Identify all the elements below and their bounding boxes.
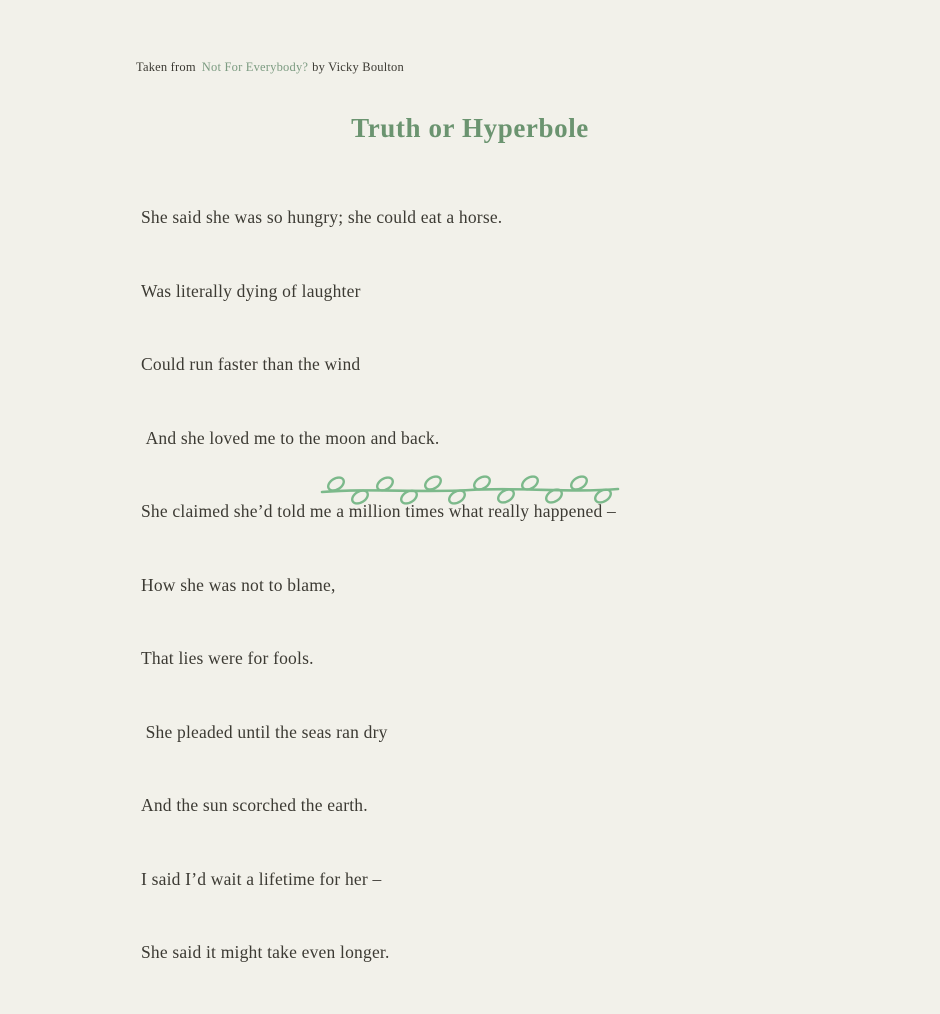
attribution-prefix: Taken from: [136, 60, 196, 74]
poem-line: That lies were for fools.: [141, 648, 314, 668]
poem-line: She said it might take even longer.: [141, 942, 390, 962]
poem-title: Truth or Hyperbole: [351, 113, 589, 143]
poem-line: She pleaded until the seas ran dry: [141, 721, 388, 742]
poem-body: [141, 156, 616, 1014]
poem-line: And she loved me to the moon and back.: [141, 427, 440, 448]
poem-line: Could run faster than the wind: [141, 354, 361, 374]
poem-line: How she was not to blame,: [141, 574, 336, 595]
attribution-author: by Vicky Boulton: [312, 60, 404, 74]
poem-line: She claimed she’d told me a million times what really happened –: [141, 501, 616, 521]
poem-line: And the sun scorched the earth.: [141, 795, 368, 815]
attribution: [136, 60, 404, 75]
vine-divider-icon: [320, 470, 620, 510]
poem-line: She said she was so hungry; she could eat a horse.: [141, 207, 503, 227]
attribution-book-title: Not For Everybody?: [201, 60, 309, 74]
poem-line: Was literally dying of laughter: [141, 280, 361, 301]
poem-line: I said I’d wait a lifetime for her –: [141, 868, 382, 889]
